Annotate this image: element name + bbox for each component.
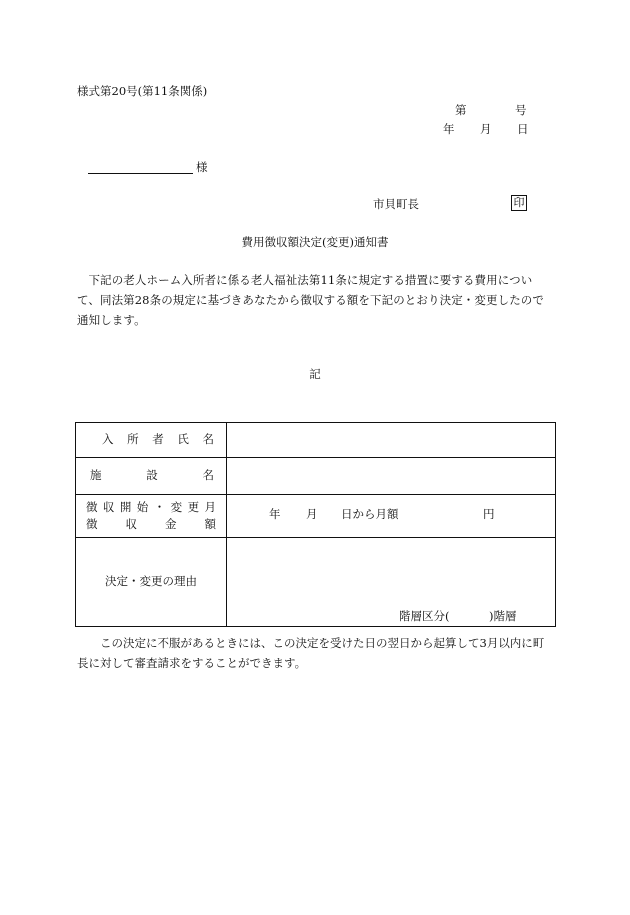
body-paragraph: 下記の老人ホーム入所者に係る老人福祉法第11条に規定する措置に要する費用について、同法第28条の規定に基づきあなたから徴収する額を下記のとおり決定・変更したので通知します。 bbox=[77, 273, 544, 327]
facility-name-label: 施設名 bbox=[76, 458, 227, 495]
document-title: 費用徴収額決定(変更)通知書 bbox=[241, 235, 389, 249]
table-row-reason bbox=[76, 538, 556, 627]
collection-amount-label: 徴収金額 bbox=[86, 517, 216, 531]
date-year: 年 bbox=[443, 122, 455, 136]
date-month: 月 bbox=[480, 122, 492, 136]
issuer-title: 市貝町長 bbox=[373, 197, 419, 211]
amount-label-cell bbox=[76, 495, 227, 538]
reason-value-cell bbox=[227, 538, 556, 627]
table-row-name bbox=[76, 423, 556, 458]
date-day: 日 bbox=[517, 122, 529, 136]
number-dai: 第 bbox=[455, 103, 467, 117]
floor-suffix: )階層 bbox=[489, 609, 517, 623]
amount-month: 月 bbox=[306, 507, 318, 521]
number-go: 号 bbox=[515, 103, 527, 117]
seal-mark: 印 bbox=[511, 195, 527, 211]
resident-name-label: 入所者氏名 bbox=[76, 423, 227, 458]
table-row-facility bbox=[76, 458, 556, 495]
amount-year: 年 bbox=[269, 507, 281, 521]
floor-label: 階層区分( bbox=[399, 609, 450, 623]
form-number: 様式第20号(第11条関係) bbox=[77, 84, 208, 98]
reason-label: 決定・変更の理由 bbox=[76, 538, 227, 627]
appeal-notice: この決定に不服があるときには、この決定を受けた日の翌日から起算して3月以内に町長に対して審査請求をすることができます。 bbox=[77, 636, 545, 670]
info-table bbox=[75, 422, 556, 627]
resident-name-value bbox=[227, 423, 556, 458]
start-change-month-label: 徴収開始・変更月 bbox=[86, 500, 216, 514]
addressee-honorific: 様 bbox=[196, 160, 208, 174]
amount-value-cell bbox=[227, 495, 556, 538]
amount-yen: 円 bbox=[483, 507, 495, 521]
addressee-name-line bbox=[88, 173, 193, 174]
amount-from-monthly: 日から月額 bbox=[341, 507, 399, 521]
ki-heading: 記 bbox=[309, 367, 321, 381]
facility-name-value bbox=[227, 458, 556, 495]
table-row-amount bbox=[76, 495, 556, 538]
